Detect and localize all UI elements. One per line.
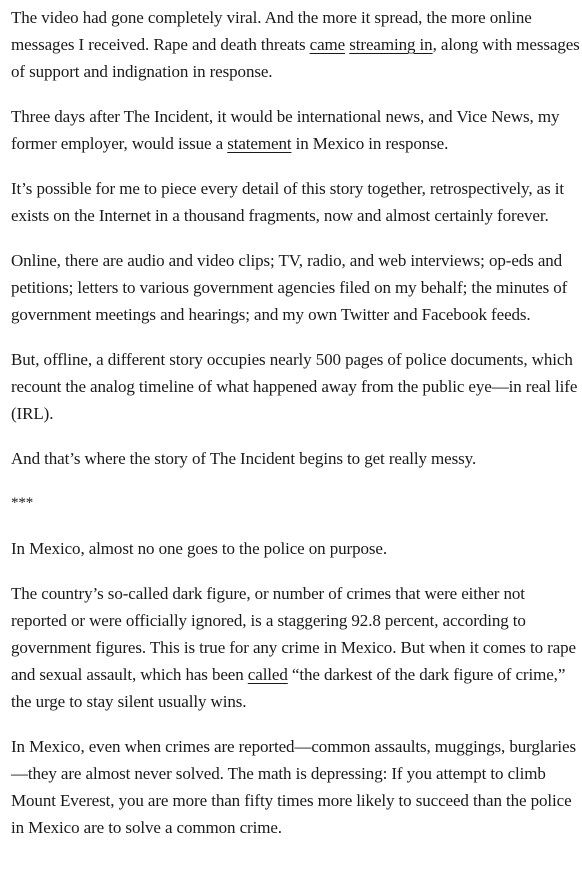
- paragraph-police: In Mexico, almost no one goes to the police on purpose.: [11, 539, 387, 558]
- paragraph-text: in Mexico in response.: [291, 134, 449, 153]
- paragraph-everest: In Mexico, even when crimes are reported—common assaults, muggings, burglaries—they are almost never solved. The math is depressing: If you attempt to climb Mount Everest, you are more than fifty times more likely to succeed than the police in Mexico are to solve a common crime.: [11, 737, 577, 837]
- section-divider: ***: [11, 495, 34, 511]
- link-called[interactable]: called: [247, 665, 288, 684]
- paragraph-text: “the darkest of the dark figure of crime,” the urge to stay silent usually wins.: [11, 665, 566, 711]
- paragraph-online: Online, there are audio and video clips; TV, radio, and web interviews; op-eds and petitions; letters to various government agencies filed on my behalf; the minutes of government meetings and hearings; and my own Twitter and Facebook feeds.: [11, 251, 568, 324]
- paragraph-text: The country’s so-called dark figure, or number of crimes that were either not reported or were officially ignored, is a staggering 92.8 percent, according to government figures. This is true for any crime in Mexico. But when it comes to rape and sexual assault, which has been: [11, 584, 576, 684]
- link-streaming-in[interactable]: streaming in: [349, 35, 433, 54]
- paragraph-fragments: It’s possible for me to piece every detail of this story together, retrospectively, as it exists on the Internet in a thousand fragments, now and almost certainly forever.: [11, 179, 564, 225]
- paragraph-text: Three days after The Incident, it would be international news, and Vice News, my former employer, would issue a: [11, 107, 560, 153]
- paragraph-text: The video had gone completely viral. And the more it spread, the more online messages I received. Rape and death threats: [11, 8, 532, 54]
- link-came[interactable]: came: [309, 35, 346, 54]
- paragraph-dark-figure: [11, 580, 582, 715]
- paragraph-viral: [11, 4, 582, 85]
- paragraph-offline: But, offline, a different story occupies nearly 500 pages of police documents, which recount the analog timeline of what happened away from the public eye—in real life (IRL).: [11, 350, 578, 423]
- paragraph-international-news: [11, 103, 582, 157]
- link-statement[interactable]: statement: [227, 134, 292, 153]
- paragraph-messy: And that’s where the story of The Incident begins to get really messy.: [11, 449, 477, 468]
- article-body: [11, 4, 582, 859]
- paragraph-text: , along with messages of support and indignation in response.: [11, 35, 580, 81]
